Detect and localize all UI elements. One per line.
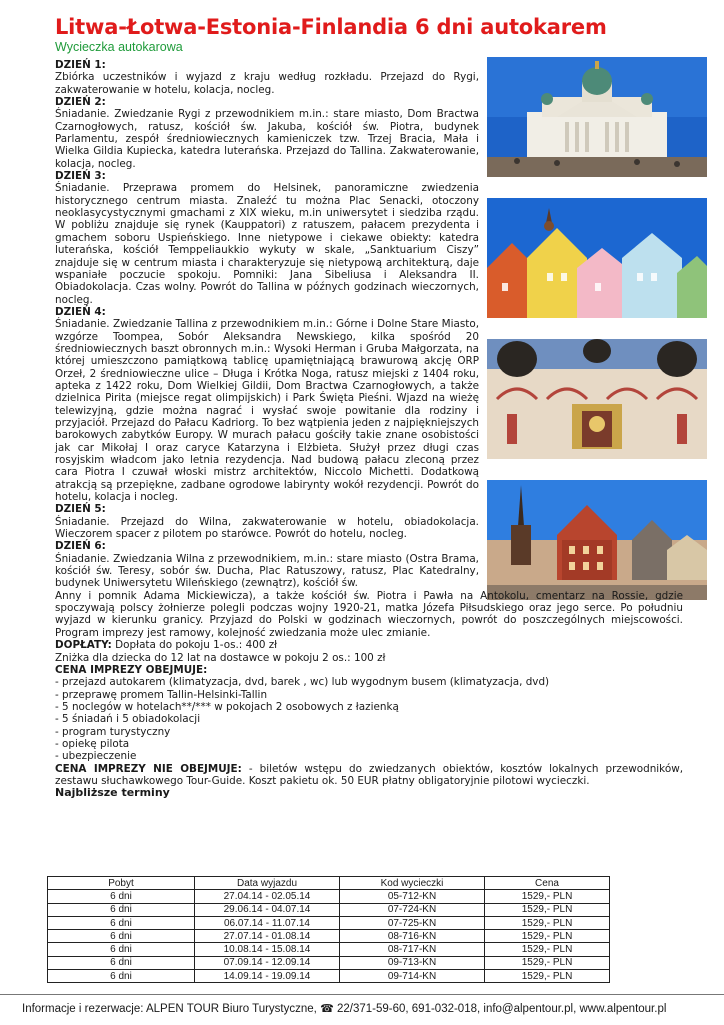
cell-duration: 6 dni — [48, 943, 195, 956]
cell-price: 1529,- PLN — [485, 970, 610, 983]
terms-table — [47, 876, 610, 983]
cell-price: 1529,- PLN — [485, 890, 610, 903]
table-row — [48, 890, 610, 903]
cell-dates: 07.09.14 - 12.09.14 — [195, 956, 340, 969]
day-heading: DZIEŃ 5: — [55, 503, 106, 516]
list-item: - 5 noclegów w hotelach**/*** w pokojach 2 osobowych z łazienką — [55, 700, 399, 713]
cell-duration: 6 dni — [48, 956, 195, 969]
day-text: Śniadanie. Przeprawa promem do Helsinek, panoramiczne zwiedzenia historycznego centrum miasta. Znaleźć tu można Plac Senacki, otoczony neoklasycystycznymi gmachami z XIX wieku, m.in uniwersytet i siedziba rządu. W pobliżu znajduje się rynek (Kauppatori) z ratuszem, pałacem prezydenta i gmachem soboru Uspieńskiego. Inne nietypowe i ciekawe obiekty: katedra luterańska, kościół Temppeliaukkio wykuty w skale, „Sanktuarium Ciszy” znajduje się w centrum miasta i charakteryzuje się nietypową architekturą, daje wspaniałe poczucie spokoju. Pomniki: Jana Sibeliusa i Aleksandra II. Obiadokolacja. Czas wolny. Powrót do Tallina w późnych godzinach wieczornych, nocleg. — [55, 182, 479, 306]
trip-description — [55, 59, 683, 800]
cell-duration: 6 dni — [48, 890, 195, 903]
column-header: Cena — [485, 877, 610, 890]
cell-price: 1529,- PLN — [485, 903, 610, 916]
footer-prefix: Informacje i rezerwacje: ALPEN TOUR Biuro Turystyczne, — [22, 1003, 317, 1015]
day-text-continued: Anny i pomnik Adama Mickiewicza), a także kościół św. Piotra i Pawła na Antokolu, cmentarz na Rossie, gdzie spoczywają polscy żołnierze polegli podczas wojny 1920-21, matka Józefa Piłsudskiego oraz jego serce. Po południu wyjazd w kierunku granicy. Przyjazd do Polski w godzinach wieczornych, powrót do poszczególnych miejscowości. Program imprezy jest ramowy, kolejność zwiedzania może ulec zmianie. — [55, 589, 683, 639]
cell-dates: 14.09.14 - 19.09.14 — [195, 970, 340, 983]
cell-price: 1529,- PLN — [485, 916, 610, 929]
cell-dates: 10.08.14 - 15.08.14 — [195, 943, 340, 956]
includes-list — [55, 676, 683, 762]
day-1 — [55, 59, 479, 96]
day-2 — [55, 96, 479, 170]
table-row — [48, 930, 610, 943]
day-heading: DZIEŃ 3: — [55, 170, 106, 183]
cell-duration: 6 dni — [48, 970, 195, 983]
table-row — [48, 970, 610, 983]
list-item: - ubezpieczenie — [55, 750, 137, 763]
cell-code: 07-724-KN — [340, 903, 485, 916]
cell-price: 1529,- PLN — [485, 943, 610, 956]
cell-price: 1529,- PLN — [485, 956, 610, 969]
day-text: Śniadanie. Przejazd do Wilna, zakwaterowanie w hotelu, obiadokolacja. Wieczorem spacer z pilotem po starówce. Powrót do hotelu, nocleg. — [55, 515, 479, 541]
day-5 — [55, 503, 479, 540]
excludes-label: CENA IMPREZY NIE OBEJMUJE: — [55, 762, 242, 775]
page-title: Litwa-Łotwa-Estonia-Finlandia 6 dni autokarem — [55, 15, 607, 39]
list-item: - opiekę pilota — [55, 737, 130, 750]
excludes-text: - biletów wstępu do zwiedzanych obiektów, kosztów lokalnych przewodników, zestawu słuchawkowego Tour-Guide. Koszt pakietu ok. 50 EUR płatny obligatoryjnie pilotowi wycieczki. — [55, 762, 683, 787]
column-header: Pobyt — [48, 877, 195, 890]
cell-price: 1529,- PLN — [485, 930, 610, 943]
table-row — [48, 956, 610, 969]
surcharges-label: DOPŁATY: — [55, 639, 112, 652]
cell-dates: 06.07.14 - 11.07.14 — [195, 916, 340, 929]
column-header: Kod wycieczki — [340, 877, 485, 890]
surcharge-single-room: Dopłata do pokoju 1-os.: 400 zł — [115, 639, 278, 652]
list-item: - przejazd autokarem (klimatyzacja, dvd, barek , wc) lub wygodnym busem (klimatyzacja, dvd) — [55, 676, 550, 689]
includes-label: CENA IMPREZY OBEJMUJE: — [55, 663, 208, 676]
table-row — [48, 916, 610, 929]
cell-dates: 27.04.14 - 02.05.14 — [195, 890, 340, 903]
footer-contact — [22, 1002, 666, 1015]
day-text: Śniadanie. Zwiedzanie Rygi z przewodnikiem m.in.: stare miasto, Dom Bractwa Czarnogłowych, ratusz, kościół św. Jakuba, kościół św. Piotra, budynek Parlamentu, zespół średniowiecznych kamieniczek tzw. Trzej Bracia, Mała i Wielka Gildia Kupiecka, katedra luterańska. Przejazd do Tallina. Zakwaterowanie, kolacja, nocleg. — [55, 108, 479, 170]
day-3 — [55, 170, 479, 306]
day-heading: DZIEŃ 1: — [55, 59, 106, 71]
cell-code: 08-717-KN — [340, 943, 485, 956]
page-subtitle: Wycieczka autokarowa — [55, 40, 183, 54]
day-text: Zbiórka uczestników i wyjazd z kraju według rozkładu. Przejazd do Rygi, zakwaterowanie w hotelu, kolacja, nocleg. — [55, 71, 479, 96]
cell-code: 09-713-KN — [340, 956, 485, 969]
footer — [0, 994, 724, 1025]
day-heading: DZIEŃ 2: — [55, 96, 106, 109]
list-item: - 5 śniadań i 5 obiadokolacji — [55, 713, 201, 726]
terms-title: Najbliższe terminy — [55, 786, 170, 800]
cell-duration: 6 dni — [48, 930, 195, 943]
table-row — [48, 903, 610, 916]
cell-code: 09-714-KN — [340, 970, 485, 983]
surcharges — [55, 639, 683, 651]
table-row — [48, 943, 610, 956]
day-heading: DZIEŃ 4: — [55, 305, 106, 318]
day-heading: DZIEŃ 6: — [55, 540, 106, 553]
cell-duration: 6 dni — [48, 916, 195, 929]
child-discount: Zniżka dla dziecka do 12 lat na dostawce w pokoju 2 os.: 100 zł — [55, 651, 386, 664]
day-text: Śniadanie. Zwiedzanie Tallina z przewodnikiem m.in.: Górne i Dolne Stare Miasto, wzgórze Toompea, Sobór Aleksandra Newskiego, kilka spośród 20 średniowiecznych baszt obronnych m.in.: Wysoki Herman i Gruba Małgorzata, na której umieszczono pamiątkową tablicę upamiętniającą brawurową akcję ORP Orzeł, 2 średniowieczne ulice – Długa i Krótka Noga, ratusz miejski z 1404 roku, apteka z 1422 roku, Dom Wielkiej Gildii, Dom Bractwa Czarnogłowych, a także dzielnica Pirita (miejsce regat olimpijskich) i Park Święta Pieśni. Wjazd na wieżę telewizyjną, gdzie można nagrać i wysłać swoje powitanie dla rodziny i przyjaciół. Przejazd do Pałacu Kadriorg. To bez wątpienia jeden z najpiękniejszych barokowych zabytków Europy. W murach pałacu gościły takie znane osobistości jak car Mikołaj I oraz caryce Katarzyna i Elżbieta. Służył przez długi czas rosyjskim władcom jako letnia rezydencja. Nad budową pałacu zleconą przez cara Piotra I czuwał włoski mistrz architektów, Niccolo Michetti. Dodatkową atrakcją są przepiękne, zadbane ogrodowe labirynty wokół rezydencji. Powrót do hotelu, kolacja i nocleg. — [55, 318, 479, 504]
column-header: Data wyjazdu — [195, 877, 340, 890]
day-text: Śniadanie. Zwiedzania Wilna z przewodnikiem, m.in.: stare miasto (Ostra Brama, kościół św. Teresy, sobór św. Ducha, Plac Ratuszowy, ratusz, Plac Katedralny, budynek Uniwersytetu Wileńskiego (zewnątrz), kościół św. — [55, 552, 479, 590]
list-item: - przeprawę promem Tallin-Helsinki-Tallin — [55, 688, 268, 701]
excludes — [55, 763, 683, 788]
table-header-row — [48, 877, 610, 890]
day-4 — [55, 306, 479, 504]
cell-dates: 27.07.14 - 01.08.14 — [195, 930, 340, 943]
cell-code: 07-725-KN — [340, 916, 485, 929]
cell-duration: 6 dni — [48, 903, 195, 916]
cell-code: 08-716-KN — [340, 930, 485, 943]
cell-dates: 29.06.14 - 04.07.14 — [195, 903, 340, 916]
cell-code: 05-712-KN — [340, 890, 485, 903]
day-6 — [55, 540, 683, 639]
list-item: - program turystyczny — [55, 725, 171, 738]
phone-icon: ☎ — [320, 1003, 334, 1015]
footer-contact-details: 22/371-59-60, 691-032-018, info@alpentour.pl, www.alpentour.pl — [336, 1003, 667, 1015]
